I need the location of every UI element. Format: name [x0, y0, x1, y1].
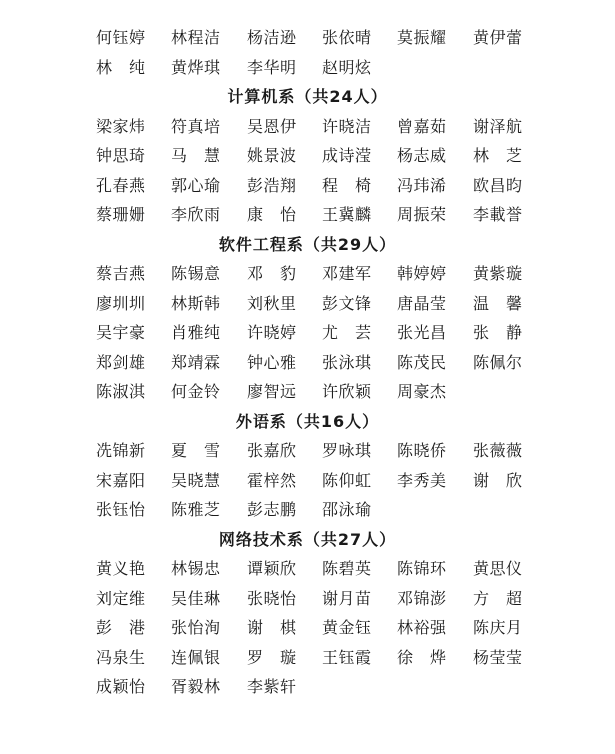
person-name: 曾嘉茹	[397, 117, 447, 136]
person-name: 黄烨琪	[171, 58, 221, 77]
person-name: 温 馨	[473, 294, 523, 313]
person-name: 何钰婷	[96, 28, 146, 47]
section-heading: 网络技术系（共27人）	[218, 530, 397, 549]
person-name: 彭浩翔	[247, 176, 297, 195]
person-name: 陈淑淇	[96, 382, 146, 401]
person-name: 宋嘉阳	[96, 471, 146, 490]
person-name: 张钰怡	[96, 500, 146, 519]
person-name: 张薇薇	[473, 441, 523, 460]
section-heading: 外语系（共16人）	[235, 412, 380, 431]
person-name: 黄紫璇	[473, 264, 523, 283]
person-name: 李載誉	[473, 205, 523, 224]
person-name: 王钰霞	[322, 648, 372, 667]
name-row	[96, 202, 596, 228]
person-name: 方 超	[473, 589, 523, 608]
person-name: 陈雅芝	[171, 500, 221, 519]
person-name: 钟思琦	[96, 146, 146, 165]
person-name: 周振荣	[397, 205, 447, 224]
person-name: 王冀麟	[322, 205, 372, 224]
person-name: 成诗滢	[322, 146, 372, 165]
person-name: 胥毅林	[171, 677, 221, 696]
person-name: 许晓婷	[247, 323, 297, 342]
person-name: 何金铃	[171, 382, 221, 401]
person-name: 林 纯	[96, 58, 146, 77]
person-name: 张怡洵	[171, 618, 221, 637]
person-name: 陈仰虹	[322, 471, 372, 490]
person-name: 陈锦环	[397, 559, 447, 578]
person-name: 黄伊蕾	[473, 28, 523, 47]
person-name: 郑靖霖	[171, 353, 221, 372]
person-name: 吴晓慧	[171, 471, 221, 490]
person-name: 许欣颖	[322, 382, 372, 401]
person-name: 杨洁逊	[247, 28, 297, 47]
person-name: 李紫轩	[247, 677, 297, 696]
person-name: 成颖怡	[96, 677, 146, 696]
name-row	[96, 291, 596, 317]
person-name: 林锡忠	[171, 559, 221, 578]
name-row	[96, 25, 596, 51]
name-row	[96, 379, 596, 405]
person-name: 谢 欣	[473, 471, 523, 490]
name-row	[96, 674, 596, 700]
person-name: 符真培	[171, 117, 221, 136]
person-name: 黄思仪	[473, 559, 523, 578]
person-name: 彭文锋	[322, 294, 372, 313]
person-name: 谢泽航	[473, 117, 523, 136]
person-name: 杨志威	[397, 146, 447, 165]
person-name: 康 怡	[247, 205, 297, 224]
person-name: 陈庆月	[473, 618, 523, 637]
person-name: 陈锡意	[171, 264, 221, 283]
person-name: 唐晶莹	[397, 294, 447, 313]
person-name: 邵泳瑜	[322, 500, 372, 519]
person-name: 梁家炜	[96, 117, 146, 136]
person-name: 周豪杰	[397, 382, 447, 401]
person-name: 蔡吉燕	[96, 264, 146, 283]
name-row	[96, 350, 596, 376]
name-row	[96, 114, 596, 140]
person-name: 郭心瑜	[171, 176, 221, 195]
name-row	[96, 645, 596, 671]
person-name: 杨莹莹	[473, 648, 523, 667]
person-name: 连佩银	[171, 648, 221, 667]
person-name: 程 椅	[322, 176, 372, 195]
person-name: 林 芝	[473, 146, 523, 165]
person-name: 夏 雪	[171, 441, 221, 460]
name-row	[96, 261, 596, 287]
person-name: 尤 芸	[322, 323, 372, 342]
person-name: 徐 烨	[397, 648, 447, 667]
person-name: 廖圳圳	[96, 294, 146, 313]
person-name: 张 静	[473, 323, 523, 342]
person-name: 谢 棋	[247, 618, 297, 637]
person-name: 邓 豹	[247, 264, 297, 283]
person-name: 邓锦澎	[397, 589, 447, 608]
person-name: 邓建军	[322, 264, 372, 283]
name-row	[96, 55, 596, 81]
person-name: 林裕强	[397, 618, 447, 637]
person-name: 张泳琪	[322, 353, 372, 372]
person-name: 霍梓然	[247, 471, 297, 490]
person-name: 李秀美	[397, 471, 447, 490]
person-name: 肖雅纯	[171, 323, 221, 342]
person-name: 刘定维	[96, 589, 146, 608]
name-row	[96, 468, 596, 494]
person-name: 欧昌昀	[473, 176, 523, 195]
person-name: 谭颖欣	[247, 559, 297, 578]
person-name: 谢月苗	[322, 589, 372, 608]
name-row	[96, 497, 596, 523]
person-name: 孔春燕	[96, 176, 146, 195]
person-name: 马 慧	[171, 146, 221, 165]
person-name: 冯泉生	[96, 648, 146, 667]
person-name: 赵明炫	[322, 58, 372, 77]
name-row	[96, 143, 596, 169]
person-name: 张嘉欣	[247, 441, 297, 460]
person-name: 吴恩伊	[247, 117, 297, 136]
person-name: 罗 璇	[247, 648, 297, 667]
person-name: 蔡珊姗	[96, 205, 146, 224]
person-name: 刘秋里	[247, 294, 297, 313]
person-name: 冼锦新	[96, 441, 146, 460]
person-name: 李华明	[247, 58, 297, 77]
person-name: 莫振耀	[397, 28, 447, 47]
person-name: 陈晓侨	[397, 441, 447, 460]
name-row	[96, 320, 596, 346]
person-name: 林斯韩	[171, 294, 221, 313]
name-row	[96, 173, 596, 199]
person-name: 林程洁	[171, 28, 221, 47]
person-name: 张光昌	[397, 323, 447, 342]
person-name: 彭志鹏	[247, 500, 297, 519]
person-name: 黄义艳	[96, 559, 146, 578]
person-name: 冯玮浠	[397, 176, 447, 195]
person-name: 彭 港	[96, 618, 146, 637]
person-name: 钟心雅	[247, 353, 297, 372]
person-name: 黄金钰	[322, 618, 372, 637]
person-name: 陈佩尔	[473, 353, 523, 372]
person-name: 陈碧英	[322, 559, 372, 578]
person-name: 郑剑雄	[96, 353, 146, 372]
name-row	[96, 438, 596, 464]
person-name: 吴佳琳	[171, 589, 221, 608]
name-row	[96, 586, 596, 612]
section-heading: 计算机系（共24人）	[227, 87, 388, 106]
section-heading: 软件工程系（共29人）	[218, 235, 397, 254]
person-name: 张依晴	[322, 28, 372, 47]
person-name: 许晓洁	[322, 117, 372, 136]
person-name: 姚景波	[247, 146, 297, 165]
person-name: 李欣雨	[171, 205, 221, 224]
person-name: 陈茂民	[397, 353, 447, 372]
person-name: 罗咏琪	[322, 441, 372, 460]
name-row	[96, 556, 596, 582]
name-row	[96, 615, 596, 641]
person-name: 张晓怡	[247, 589, 297, 608]
person-name: 廖智远	[247, 382, 297, 401]
person-name: 吴宇豪	[96, 323, 146, 342]
person-name: 韩婷婷	[397, 264, 447, 283]
